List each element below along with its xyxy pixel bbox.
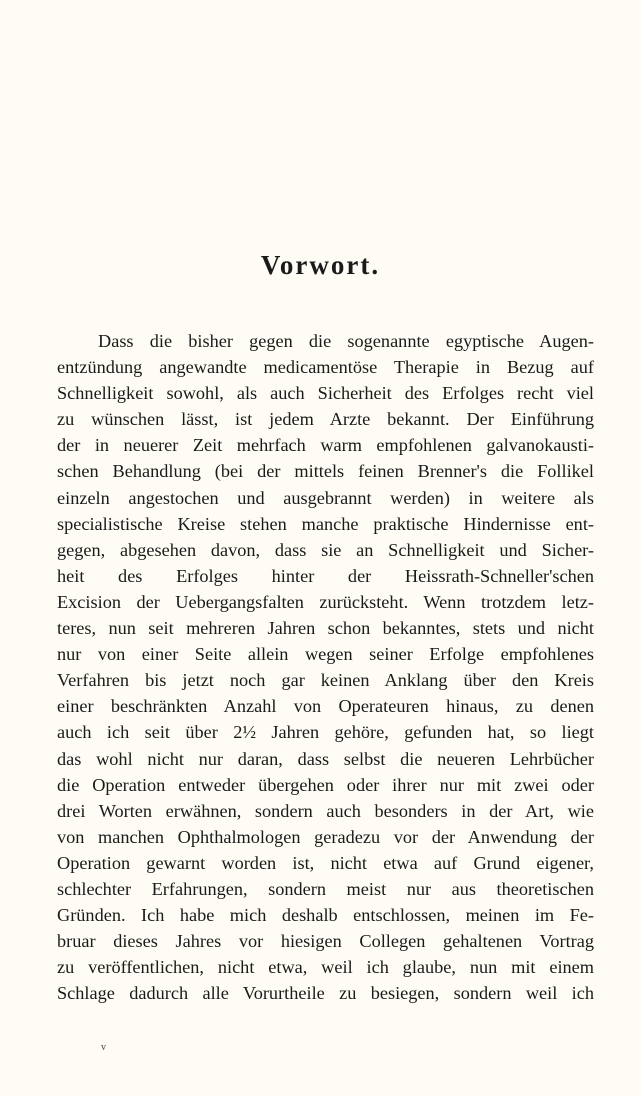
text-line: drei Worten erwähnen, sondern auch besonders in der Art, wie [57, 800, 594, 821]
text-line: Gründen. Ich habe mich deshalb entschlossen, meinen im Fe- [57, 905, 594, 926]
text-line: das wohl nicht nur daran, dass selbst die neueren Lehrbücher [57, 748, 594, 769]
text-line: schlechter Erfahrungen, sondern meist nur aus theoretischen [57, 878, 594, 899]
text-line: Schlage dadurch alle Vorurtheile zu besiegen, sondern weil ich [57, 983, 594, 1004]
text-line: der in neuerer Zeit mehrfach warm empfohlenen galvanokausti- [57, 435, 594, 456]
text-line: zu wünschen lässt, ist jedem Arzte bekannt. Der Einführung [57, 409, 594, 430]
text-line: Dass die bisher gegen die sogenannte egyptische Augen- [98, 331, 594, 351]
text-line: specialistische Kreise stehen manche praktische Hindernisse ent- [57, 513, 594, 534]
text-line: nur von einer Seite allein wegen seiner Erfolge empfohlenes [57, 644, 594, 665]
text-line: zu veröffentlichen, nicht etwa, weil ich glaube, nun mit einem [57, 957, 594, 978]
text-line: bruar dieses Jahres vor hiesigen Collegen gehaltenen Vortrag [57, 931, 594, 952]
preface-body [57, 328, 594, 1006]
text-line: gegen, abgesehen davon, dass sie an Schnelligkeit und Sicher- [57, 539, 594, 560]
text-line: auch ich seit über 2½ Jahren gehöre, gefunden hat, so liegt [57, 722, 594, 743]
text-line: Schnelligkeit sowohl, als auch Sicherheit des Erfolges recht viel [57, 383, 594, 404]
text-line: die Operation entweder übergehen oder ihrer nur mit zwei oder [57, 774, 594, 795]
text-line: von manchen Ophthalmologen geradezu vor der Anwendung der [57, 826, 594, 847]
text-line: Excision der Uebergangsfalten zurücksteht. Wenn trotzdem letz- [57, 591, 594, 612]
text-line: schen Behandlung (bei der mittels feinen Brenner's die Follikel [57, 461, 594, 482]
text-line: heit des Erfolges hinter der Heissrath-Schneller'schen [57, 565, 594, 586]
page-title: Vorwort. [260, 250, 381, 280]
printer-mark: v [101, 1042, 106, 1053]
text-line: einer beschränkten Anzahl von Operateuren hinaus, zu denen [57, 696, 594, 717]
text-line: teres, nun seit mehreren Jahren schon bekanntes, stets und nicht [57, 618, 594, 639]
text-line: entzündung angewandte medicamentöse Therapie in Bezug auf [57, 357, 594, 378]
text-line: Operation gewarnt worden ist, nicht etwa auf Grund eigener, [57, 852, 594, 873]
text-line: einzeln angestochen und ausgebrannt werden) in weitere als [57, 487, 594, 508]
text-line: Verfahren bis jetzt noch gar keinen Anklang über den Kreis [57, 670, 594, 691]
